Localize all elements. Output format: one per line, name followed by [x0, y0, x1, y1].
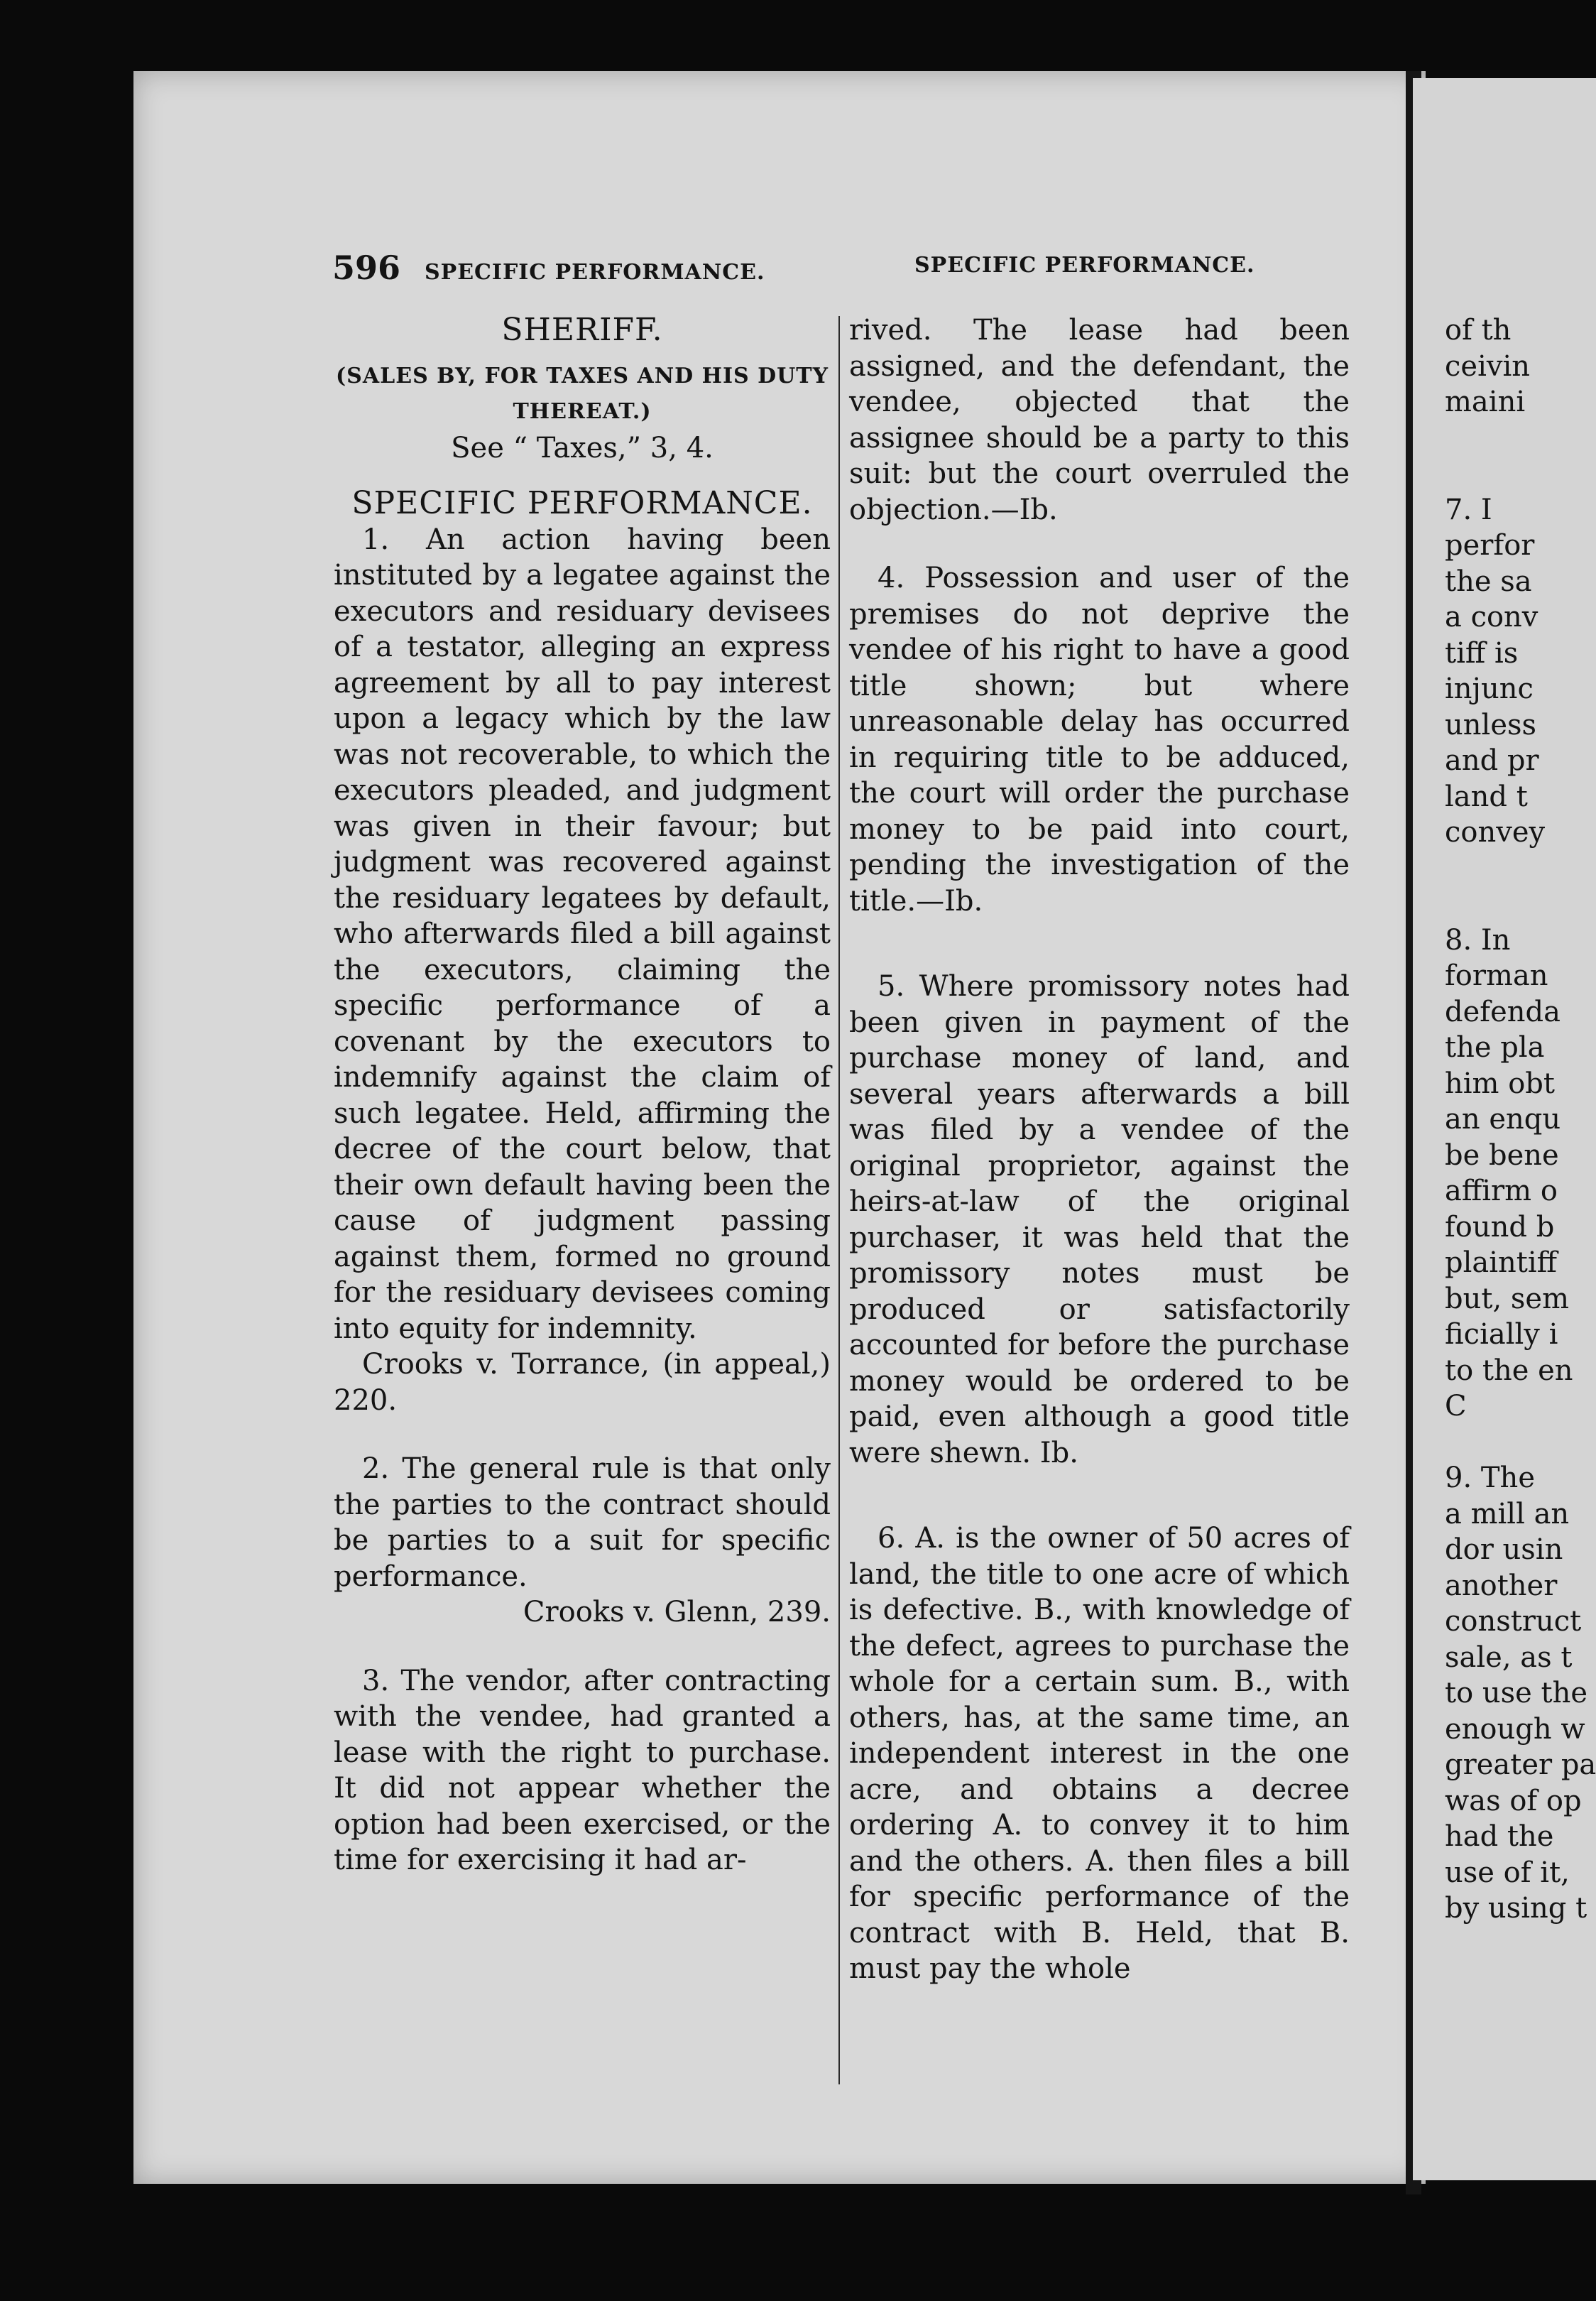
paragraph-3: 3. The vendor, after contracting with the vendee, had granted a lease with the right to purchase. It did not appear whether the option had been exercised, or the time for exercising it had ar-: [334, 1664, 831, 1876]
facing-page-line: but, sem: [1445, 1282, 1569, 1315]
paragraph-3-continued: rived. The lease had been assigned, and the defendant, the vendee, objected that the assignee should be a party to this suit: but the court overruled the objection.—Ib.: [849, 314, 1350, 526]
paragraph-4: 4. Possession and user of the premises do not deprive the vendee of his right to have a good title shown; but where unreasonable delay has occurred in requiring title to be adduced, the court will order the purchase money to be paid into court, pending the investigation of the title.—Ib.: [849, 562, 1350, 918]
running-title-right: SPECIFIC PERFORMANCE.: [914, 253, 1255, 278]
facing-page-line: use of it,: [1445, 1856, 1570, 1889]
facing-page-line: convey: [1445, 816, 1546, 849]
facing-page-line: C: [1445, 1390, 1467, 1423]
paragraph-5: 5. Where promissory notes had been given in payment of the purchase money of land, and several years afterwards a bill was filed by a vendee of the original proprietor, against the heirs-at-law of the original purchaser, it was held that the promissory notes must be produced or satisfactorily accounted for before the purchase money would be ordered to be paid, even although a good title were shewn. Ib.: [849, 970, 1350, 1469]
facing-page-line: had the: [1445, 1820, 1554, 1853]
facing-page-line: land t: [1445, 780, 1528, 813]
paragraph-1-citation: Crooks v. Torrance, (in appeal,) 220.: [334, 1348, 831, 1417]
facing-page-line: the pla: [1445, 1031, 1545, 1064]
facing-page-line: [1445, 456, 1596, 492]
facing-page-line: of th: [1445, 314, 1512, 347]
facing-page-line: was of op: [1445, 1784, 1582, 1817]
facing-page-line: defenda: [1445, 995, 1561, 1028]
sheriff-subheading: (SALES BY, FOR TAXES AND HIS DUTY THEREAT.): [335, 363, 829, 424]
facing-page-line: greater pa: [1445, 1748, 1596, 1781]
paragraph-1: 1. An action having been instituted by a legatee against the executors and residuary devisees of a testator, alleging an express agreement by all to pay interest upon a legacy which by the law was not recoverable, to which the executors pleaded, and judgment was given in their favour; but judgment was recovered against the residuary legatees by default, who afterwards filed a bill against the executors, claiming the specific performance of a covenant by the executors to indemnify against the claim of such legatee. Held, affirming the decree of the court below, that their own default having been the cause of judgment passing against them, formed no ground for the residuary devisees coming into equity for indemnity.: [334, 523, 831, 1345]
facing-page-line: unless: [1445, 708, 1537, 741]
facing-page-line: found b: [1445, 1210, 1555, 1244]
facing-page-line: the sa: [1445, 565, 1532, 598]
sheriff-heading: SHERIFF.: [501, 312, 663, 348]
facing-page-column: [1445, 312, 1596, 1927]
facing-page-line: a mill an: [1445, 1497, 1570, 1530]
facing-page-line: 7. I: [1445, 493, 1492, 526]
running-title-left: SPECIFIC PERFORMANCE.: [424, 260, 765, 285]
facing-page-line: to the en: [1445, 1354, 1573, 1387]
facing-page-line: forman: [1445, 959, 1548, 992]
facing-page-line: another: [1445, 1569, 1558, 1602]
facing-page-line: 9. The: [1445, 1462, 1535, 1494]
facing-page-line: [1445, 851, 1596, 887]
column-divider: [838, 316, 840, 2084]
facing-page-line: by using t: [1445, 1892, 1587, 1925]
facing-page-line: to use the: [1445, 1677, 1588, 1709]
paragraph-2: 2. The general rule is that only the parties to the contract should be parties to a suit for specific performance.: [334, 1452, 831, 1593]
facing-page-line: plaintiff: [1445, 1246, 1558, 1279]
left-column: [334, 312, 831, 1878]
facing-page-line: 8. In: [1445, 923, 1511, 957]
sheriff-cross-reference: See “ Taxes,” 3, 4.: [451, 431, 714, 464]
facing-page-line: sale, as t: [1445, 1641, 1573, 1674]
facing-page-line: an enqu: [1445, 1103, 1561, 1136]
facing-page-line: tiff is: [1445, 636, 1519, 670]
facing-page-line: affirm o: [1445, 1175, 1558, 1207]
facing-page-line: dor usin: [1445, 1533, 1563, 1566]
facing-page-line: a conv: [1445, 601, 1538, 633]
facing-page-line: perfor: [1445, 529, 1535, 562]
facing-page-line: ficially i: [1445, 1318, 1558, 1351]
right-column: [849, 312, 1350, 1987]
facing-page-line: [1445, 886, 1596, 923]
facing-page-line: ceivin: [1445, 349, 1531, 383]
facing-page-line: [1445, 420, 1596, 457]
facing-page-line: [1445, 1425, 1596, 1461]
section-heading: SPECIFIC PERFORMANCE.: [351, 485, 813, 521]
facing-page-line: enough w: [1445, 1712, 1585, 1746]
paragraph-2-citation: Crooks v. Glenn, 239.: [523, 1596, 831, 1628]
facing-page-line: construct: [1445, 1605, 1582, 1638]
facing-page-line: injunc: [1445, 673, 1534, 705]
page-number: 596: [332, 249, 401, 287]
paragraph-6: 6. A. is the owner of 50 acres of land, the title to one acre of which is defective. B., with knowledge of the defect, agrees to purchase the whole for a certain sum. B., with others, has, at the same time, an independent interest in the one acre, and obtains a decree ordering A. to convey it to him and the others. A. then files a bill for specific performance of the contract with B. Held, that B. must pay the whole: [849, 1522, 1350, 1985]
facing-page-line: be bene: [1445, 1138, 1559, 1172]
facing-page-line: him obt: [1445, 1067, 1555, 1100]
page-header-left: [332, 249, 765, 287]
facing-page-line: maini: [1445, 386, 1526, 418]
facing-page-line: and pr: [1445, 744, 1539, 777]
